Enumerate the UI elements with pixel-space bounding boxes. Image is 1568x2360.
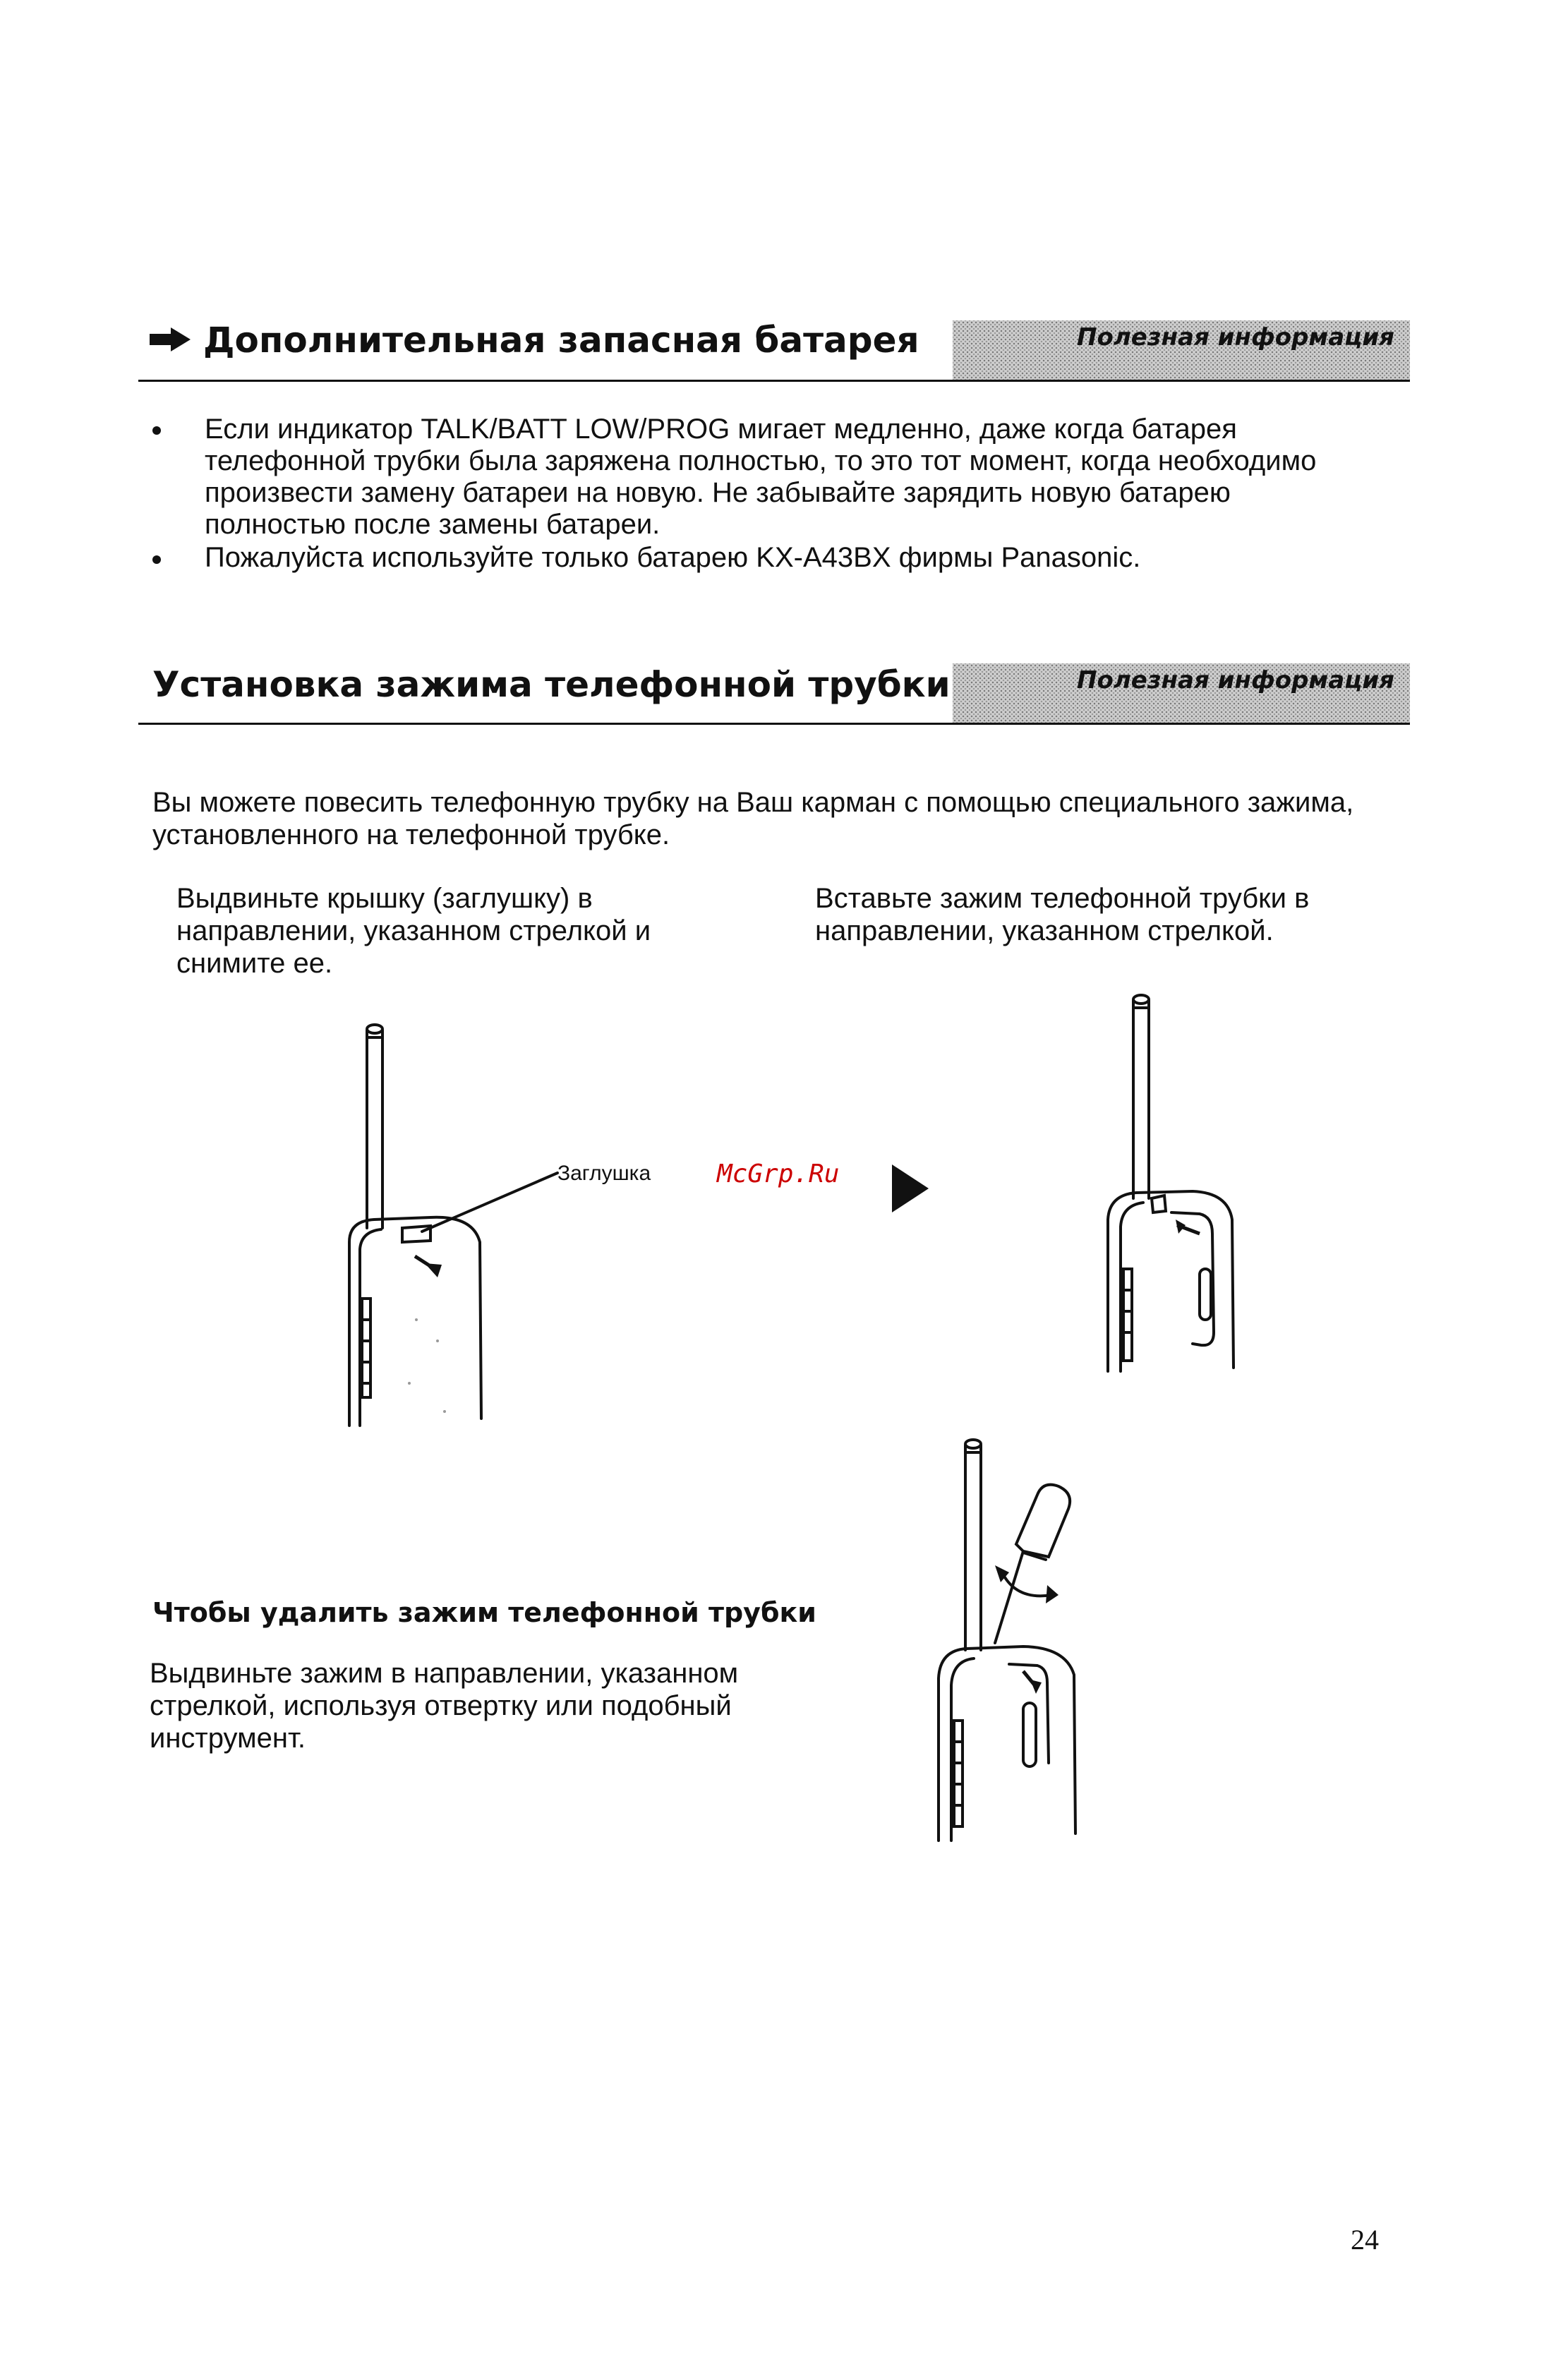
section-title-battery: Дополнительная запасная батарея [203, 320, 919, 361]
play-triangle-icon [892, 1164, 929, 1212]
info-badge-label: Полезная информация [1077, 323, 1394, 351]
arrow-right-icon [150, 327, 191, 351]
remove-title: Чтобы удалить зажим телефонной трубки [152, 1597, 816, 1628]
handset-screwdriver-figure [917, 1431, 1129, 1848]
intro-text: Вы можете повесить телефонную трубку на Ваш карман с помощью специального зажима, установленного на телефонной трубке. [152, 787, 1354, 850]
info-badge [953, 663, 1410, 725]
bullet-icon [152, 555, 161, 564]
cap-callout-label: Заглушка [557, 1162, 651, 1185]
step1-text: Выдвиньте крышку (заглушку) в направлении, указанном стрелкой и снимите ее. [176, 883, 651, 979]
handset-cap-figure [332, 1016, 529, 1433]
step2-text: Вставьте зажим телефонной трубки в направлении, указанном стрелкой. [815, 883, 1310, 946]
bullet-text: Пожалуйста используйте только батарею KX-A43BX фирмы Panasonic. [205, 542, 1141, 573]
remove-text: Выдвиньте зажим в направлении, указанном стрелкой, используя отвертку или подобный инструмент. [150, 1658, 739, 1754]
handset-clip-figure [1087, 987, 1270, 1382]
watermark: McGrp.Ru [717, 1160, 840, 1188]
bullet-text: Если индикатор TALK/BATT LOW/PROG мигает медленно, даже когда батарея телефонной трубки была заряжена полностью, то это тот момент, когда необходимо произвести замену батареи на новую. Не забывайте зарядить новую батарею полностью после замены батареи. [205, 414, 1317, 540]
page-number: 24 [1351, 2224, 1379, 2256]
info-badge [953, 320, 1410, 382]
bullet-icon [152, 426, 161, 435]
info-badge-label: Полезная информация [1077, 666, 1394, 694]
section-title-clip: Установка зажима телефонной трубки [152, 664, 951, 705]
